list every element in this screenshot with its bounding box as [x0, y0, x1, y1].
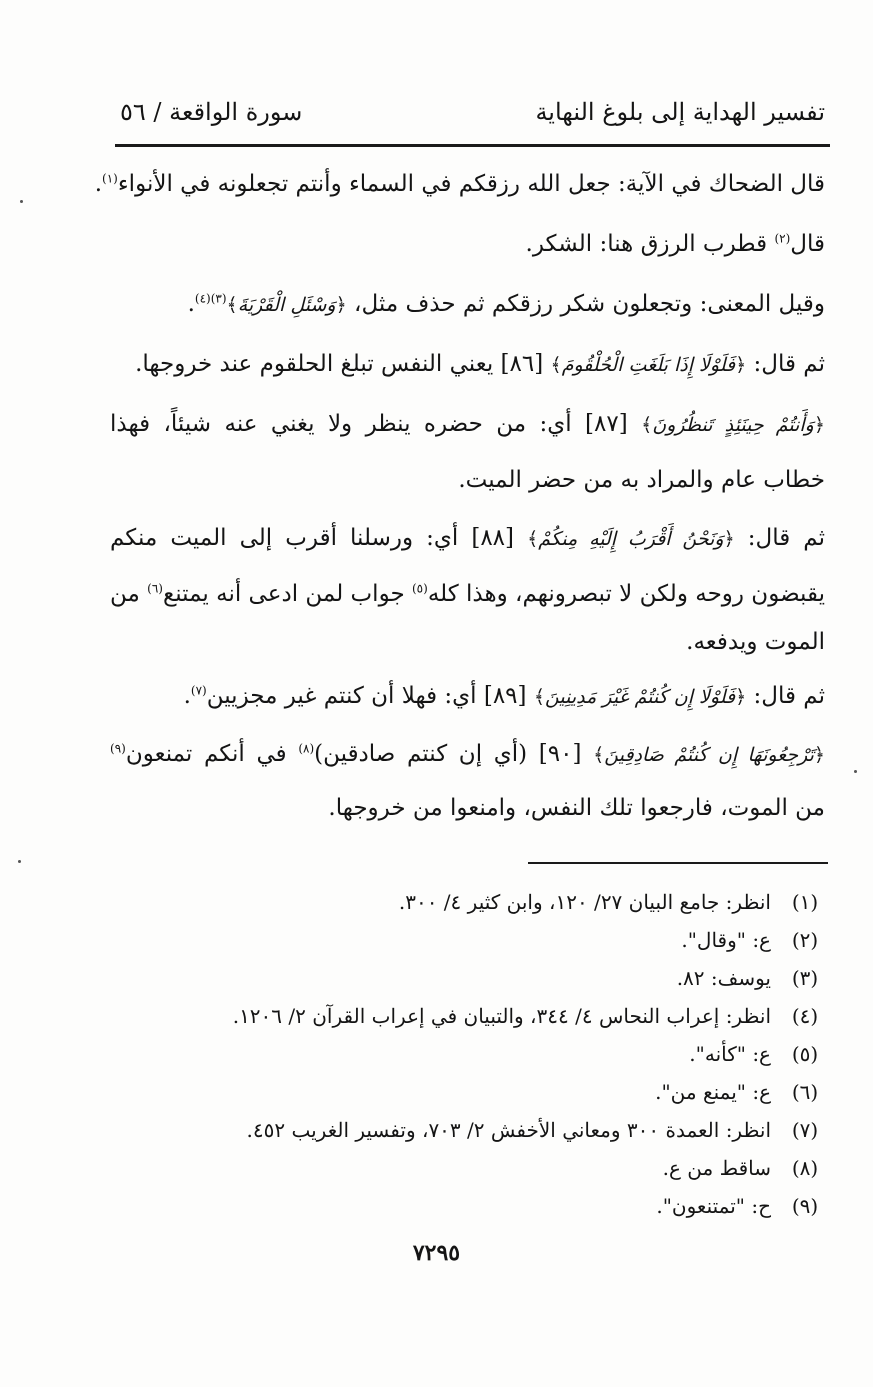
- footnote-ref: (٥): [411, 581, 428, 596]
- quran-verse: تَرْجِعُونَهَا إِن كُنتُمْ صَادِقِينَ: [604, 744, 814, 766]
- footnote-separator: [528, 862, 828, 864]
- scan-speck: [854, 770, 857, 773]
- footnote-ref: (٩): [110, 741, 126, 756]
- footnote-text: ع: "وقال".: [681, 928, 771, 952]
- footnote-number: (٧): [791, 1118, 819, 1142]
- footnote-number: (١): [791, 890, 819, 914]
- footnote-number: (٢): [791, 928, 819, 952]
- footnote-ref: (٣)(٤): [194, 291, 227, 306]
- footnote-text: انظر: العمدة ٣٠٠ ومعاني الأخفش ٢/ ٧٠٣، وتفسير الغريب ٤٥٢.: [246, 1118, 771, 1142]
- body-line-6: خطاب عام والمراد به من حضر الميت.: [458, 467, 825, 493]
- quran-bracket-close: ﴾: [527, 528, 539, 550]
- body-line-4: ثم قال: ﴿فَلَوْلَا إِذَا بَلَغَتِ الْحُلْقُومَ﴾ [٨٦] يعني النفس تبلغ الحلقوم عند خروجها.: [135, 351, 825, 377]
- footnote-text: ساقط من ع.: [662, 1156, 771, 1180]
- quran-verse: وَأَنتُمْ حِينَئِذٍ تَنظُرُونَ: [652, 414, 814, 436]
- footnote-text: انظر: جامع البيان ٢٧/ ١٢٠، وابن كثير ٤/ ٣٠٠.: [398, 890, 771, 914]
- footnote-number: (٥): [791, 1042, 819, 1066]
- body-line-9: الموت ويدفعه.: [686, 629, 825, 655]
- quran-bracket-open: ﴿: [813, 744, 825, 766]
- scan-speck: [18, 860, 21, 863]
- quran-verse: وَسْئَلِ الْقَرْيَةَ: [237, 294, 336, 316]
- body-line-7: ثم قال: ﴿وَنَحْنُ أَقْرَبُ إِلَيْهِ مِنكُمْ﴾ [٨٨] أي: ورسلنا أقرب إلى الميت منكم: [110, 525, 825, 551]
- body-line-11: ﴿تَرْجِعُونَهَا إِن كُنتُمْ صَادِقِينَ﴾ [٩٠] (أي إن كنتم صادقين)$^{(٨)}$ في أنكم تمنعون$^{(٩)}$: [110, 741, 825, 767]
- footnote-number: (٤): [791, 1004, 819, 1028]
- running-header-book-title: تفسير الهداية إلى بلوغ النهاية: [535, 98, 825, 126]
- footnote-text: ع: "كأنه".: [689, 1042, 771, 1066]
- footnote-text: ع: "يمنع من".: [655, 1080, 771, 1104]
- running-header-surah: سورة الواقعة / ٥٦: [120, 98, 303, 126]
- scan-speck: [20, 200, 23, 203]
- footnote-number: (٩): [791, 1194, 819, 1218]
- footnote-item: [110, 1000, 825, 1032]
- quran-bracket-open: ﴿: [723, 528, 735, 550]
- footnote-item: [110, 1114, 825, 1146]
- footnote-number: (٨): [791, 1156, 819, 1180]
- body-line-3: وقيل المعنى: وتجعلون شكر رزقكم ثم حذف مثل، ﴿وَسْئَلِ الْقَرْيَةَ﴾$^{(٣)(٤)}$.: [187, 291, 825, 317]
- footnote-item: [110, 1190, 825, 1222]
- body-line-10: ثم قال: ﴿فَلَوْلَا إِن كُنتُمْ غَيْرَ مَدِينِينَ﴾ [٨٩] أي: فهلا أن كنتم غير مجزيين$^{(٧)}$.: [183, 683, 825, 709]
- footnote-item: [110, 1152, 825, 1184]
- quran-bracket-close: ﴾: [641, 414, 653, 436]
- footnote-ref: (٢): [774, 231, 791, 246]
- footnote-item: [110, 1076, 825, 1108]
- footnote-item: [110, 1038, 825, 1070]
- quran-verse: فَلَوْلَا إِذَا بَلَغَتِ الْحُلْقُومَ: [561, 354, 736, 376]
- quran-bracket-close: ﴾: [593, 744, 605, 766]
- footnote-text: انظر: إعراب النحاس ٤/ ٣٤٤، والتبيان في إعراب القرآن ٢/ ١٢٠٦.: [232, 1004, 771, 1028]
- body-line-8: يقبضون روحه ولكن لا تبصرونهم، وهذا كله$^{(٥)}$ جواب لمن ادعى أنه يمتنع$^{(٦)}$ من: [110, 581, 826, 607]
- footnote-item: [110, 924, 825, 956]
- quran-bracket-close: ﴾: [226, 294, 238, 316]
- quran-bracket-open: ﴿: [813, 414, 825, 436]
- footnote-text: يوسف: ٨٢.: [676, 966, 771, 990]
- footnote-ref: (١): [102, 171, 118, 186]
- header-rule: [115, 144, 830, 147]
- body-line-12: من الموت، فارجعوا تلك النفس، وامنعوا من خروجها.: [328, 795, 825, 821]
- body-line-1: قال الضحاك في الآية: جعل الله رزقكم في السماء وأنتم تجعلونه في الأنواء$^{(١)}$.: [94, 171, 825, 197]
- footnote-ref: (٧): [190, 683, 207, 698]
- footnote-number: (٦): [791, 1080, 819, 1104]
- quran-verse: فَلَوْلَا إِن كُنتُمْ غَيْرَ مَدِينِينَ: [544, 686, 736, 708]
- quran-bracket-open: ﴿: [735, 686, 747, 708]
- footnote-text: ح: "تمتنعون".: [656, 1194, 771, 1218]
- page-number: ٧٢٩٥: [412, 1240, 461, 1266]
- quran-bracket-open: ﴿: [735, 354, 747, 376]
- quran-bracket-close: ﴾: [550, 354, 562, 376]
- quran-verse: وَنَحْنُ أَقْرَبُ إِلَيْهِ مِنكُمْ: [538, 528, 724, 550]
- body-line-5: ﴿وَأَنتُمْ حِينَئِذٍ تَنظُرُونَ﴾ [٨٧] أي: من حضره ينظر ولا يغني عنه شيئاً، فهذا: [110, 411, 825, 437]
- quran-bracket-close: ﴾: [533, 686, 545, 708]
- body-line-2: قال$^{(٢)}$ قطرب الرزق هنا: الشكر.: [525, 231, 825, 257]
- footnote-item: [110, 962, 825, 994]
- footnote-item: [110, 886, 825, 918]
- footnote-ref: (٨): [298, 741, 315, 756]
- footnote-ref: (٦): [147, 581, 163, 596]
- quran-bracket-open: ﴿: [335, 294, 347, 316]
- footnote-number: (٣): [791, 966, 819, 990]
